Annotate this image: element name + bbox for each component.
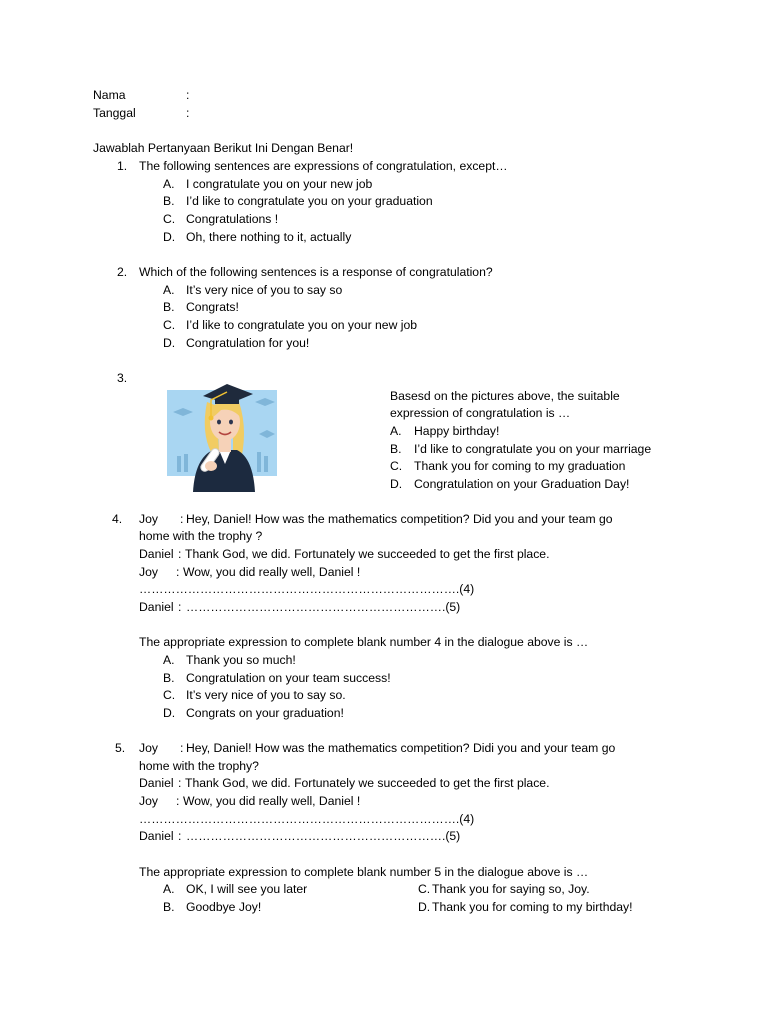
- nama-label: Nama: [93, 88, 126, 102]
- q5-option-b-letter: B.: [163, 900, 175, 914]
- q4-dialogue-line: home with the trophy ?: [139, 529, 263, 543]
- q3-option-d: Congratulation on your Graduation Day!: [414, 477, 630, 491]
- q4-dialogue-sep: :: [178, 547, 182, 561]
- q1-question: The following sentences are expressions of congratulation, except…: [139, 159, 508, 173]
- q5-option-c: Thank you for saying so, Joy.: [432, 882, 590, 896]
- q1-number: 1.: [117, 159, 128, 173]
- q5-dialogue-speaker: Daniel: [139, 776, 174, 790]
- q4-dialogue-sep: :: [180, 512, 184, 526]
- q2-option-b-letter: B.: [163, 300, 175, 314]
- q5-dialogue-line: home with the trophy?: [139, 759, 259, 773]
- q4-dialogue-speaker: Daniel: [139, 600, 174, 614]
- q4-question: The appropriate expression to complete blank number 4 in the dialogue above is …: [139, 635, 589, 649]
- q4-dialogue-line: Thank God, we did. Fortunately we succeeded to get the first place.: [185, 547, 550, 561]
- q2-option-b: Congrats!: [186, 300, 239, 314]
- q4-dialogue-sep: :: [178, 600, 182, 614]
- q3-option-b: I’d like to congratulate you on your marriage: [414, 442, 652, 456]
- q5-option-b: Goodbye Joy!: [186, 900, 262, 914]
- q5-dialogue-speaker: Joy: [139, 794, 158, 808]
- q4-option-a: Thank you so much!: [186, 653, 296, 667]
- q2-question: Which of the following sentences is a response of congratulation?: [139, 265, 493, 279]
- q1-option-a-letter: A.: [163, 177, 175, 191]
- q5-dialogue-speaker: Joy: [139, 741, 158, 755]
- q3-option-d-letter: D.: [390, 477, 403, 491]
- tanggal-colon: :: [186, 106, 190, 120]
- q1-option-d-letter: D.: [163, 230, 176, 244]
- q5-blank-5: ……………………………………………………….(5): [186, 829, 461, 843]
- q3-option-b-letter: B.: [390, 442, 402, 456]
- nama-colon: :: [186, 88, 190, 102]
- q2-option-d: Congratulation for you!: [186, 336, 310, 350]
- graduate-woman-illustration: [167, 372, 279, 492]
- q2-number: 2.: [117, 265, 128, 279]
- q4-blank-5: ……………………………………………………….(5): [186, 600, 461, 614]
- q3-number: 3.: [117, 371, 128, 385]
- q5-number: 5.: [115, 741, 126, 755]
- q4-blank-4: …………………………………………………………………….(4): [139, 582, 475, 596]
- q5-dialogue-line: Thank God, we did. Fortunately we succeeded to get the first place.: [185, 776, 550, 790]
- q5-dialogue-speaker: Daniel: [139, 829, 174, 843]
- q1-option-b: I’d like to congratulate you on your graduation: [186, 194, 433, 208]
- q2-option-d-letter: D.: [163, 336, 176, 350]
- q4-dialogue-speaker: Joy: [139, 565, 158, 579]
- q2-option-a: It’s very nice of you to say so: [186, 283, 343, 297]
- q5-dialogue-sep: :: [180, 741, 184, 755]
- q5-dialogue-sep: :: [178, 829, 182, 843]
- q5-option-c-letter: C.: [418, 882, 431, 896]
- q3-option-a: Happy birthday!: [414, 424, 500, 438]
- q5-dialogue-line: Hey, Daniel! How was the mathematics competition? Didi you and your team go: [186, 741, 616, 755]
- q2-option-c-letter: C.: [163, 318, 176, 332]
- q4-option-b: Congratulation on your team success!: [186, 671, 391, 685]
- q4-option-c: It’s very nice of you to say so.: [186, 688, 346, 702]
- q4-dialogue-sep: :: [176, 565, 180, 579]
- q4-option-d: Congrats on your graduation!: [186, 706, 344, 720]
- q5-dialogue-line: Wow, you did really well, Daniel !: [183, 794, 361, 808]
- q2-option-c: I’d like to congratulate you on your new job: [186, 318, 418, 332]
- q5-option-d-letter: D.: [418, 900, 431, 914]
- q4-dialogue-speaker: Joy: [139, 512, 158, 526]
- q1-option-c: Congratulations !: [186, 212, 279, 226]
- q4-dialogue-line: Hey, Daniel! How was the mathematics competition? Did you and your team go: [186, 512, 613, 526]
- q3-question-line1: Basesd on the pictures above, the suitable: [390, 389, 620, 403]
- q4-number: 4.: [112, 512, 123, 526]
- q5-question: The appropriate expression to complete blank number 5 in the dialogue above is …: [139, 865, 589, 879]
- q5-dialogue-sep: :: [178, 776, 182, 790]
- q4-dialogue-line: Wow, you did really well, Daniel !: [183, 565, 361, 579]
- q3-option-a-letter: A.: [390, 424, 402, 438]
- q4-option-a-letter: A.: [163, 653, 175, 667]
- q4-option-d-letter: D.: [163, 706, 176, 720]
- q1-option-a: I congratulate you on your new job: [186, 177, 373, 191]
- q3-option-c-letter: C.: [390, 459, 403, 473]
- q5-blank-4: …………………………………………………………………….(4): [139, 812, 475, 826]
- q4-option-b-letter: B.: [163, 671, 175, 685]
- q4-dialogue-speaker: Daniel: [139, 547, 174, 561]
- q4-option-c-letter: C.: [163, 688, 176, 702]
- q3-option-c: Thank you for coming to my graduation: [414, 459, 626, 473]
- q1-option-d: Oh, there nothing to it, actually: [186, 230, 352, 244]
- q5-dialogue-sep: :: [176, 794, 180, 808]
- q5-option-a-letter: A.: [163, 882, 175, 896]
- tanggal-label: Tanggal: [93, 106, 136, 120]
- q2-option-a-letter: A.: [163, 283, 175, 297]
- q5-option-a: OK, I will see you later: [186, 882, 308, 896]
- q3-question-line2: expression of congratulation is …: [390, 406, 571, 420]
- q5-option-d: Thank you for coming to my birthday!: [432, 900, 633, 914]
- instruction: Jawablah Pertanyaan Berikut Ini Dengan Benar!: [93, 141, 354, 155]
- q1-option-c-letter: C.: [163, 212, 176, 226]
- q1-option-b-letter: B.: [163, 194, 175, 208]
